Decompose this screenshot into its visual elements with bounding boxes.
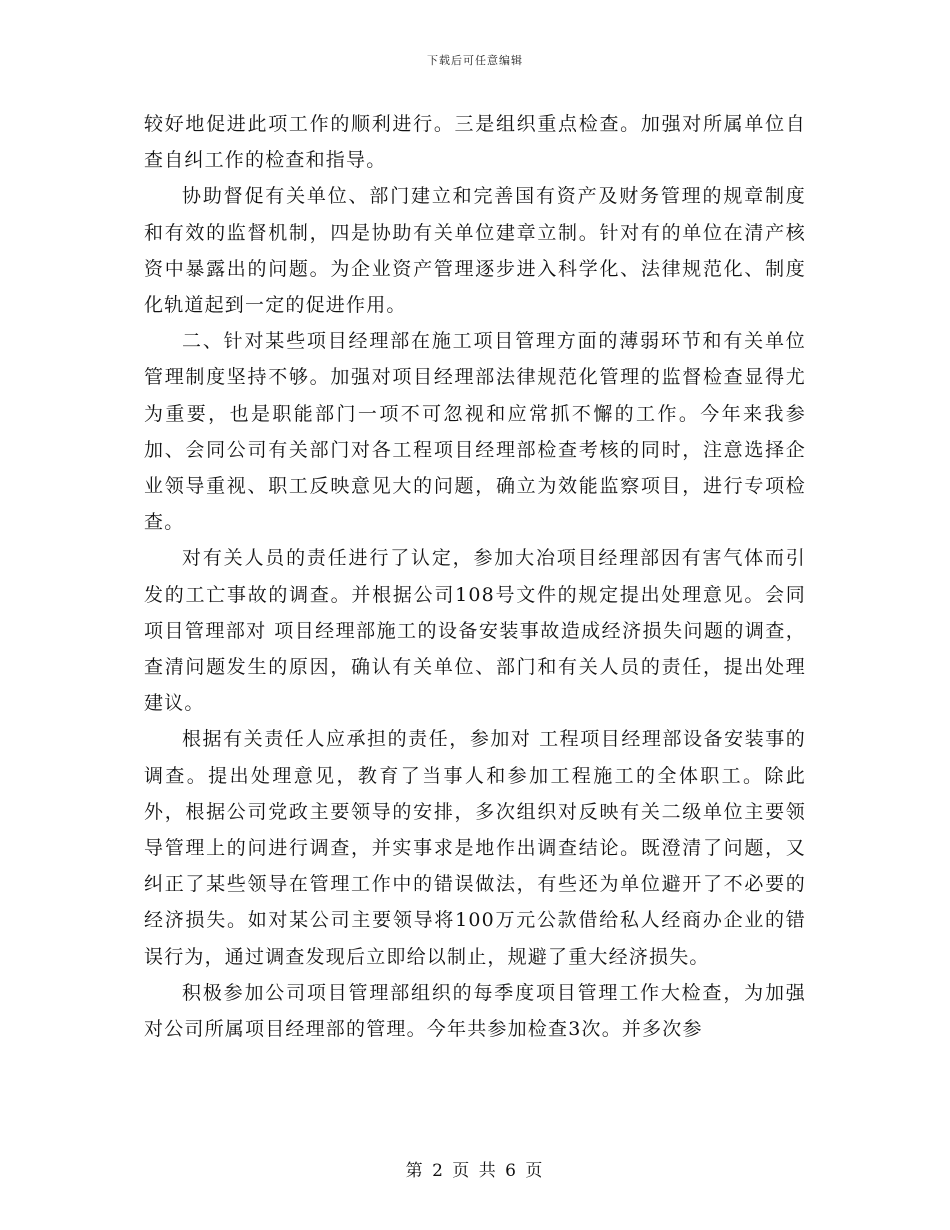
paragraph-continued: 较好地促进此项工作的顺利进行。三是组织重点检查。加强对所属单位自查自纠工作的检查和指导。: [144, 113, 806, 172]
paragraph: 对有关人员的责任进行了认定，参加大冶项目经理部因有害气体而引发的工亡事故的调查。并根据公司108号文件的规定提出处理意见。会同项目管理部对 项目经理部施工的设备安装事故造成经济损失问题的调查，查清问题发生的原因，确认有关单位、部门和有关人员的责任，提出处理建议。: [144, 547, 806, 715]
page-header: 下载后可任意编辑: [427, 54, 523, 67]
page-footer: 第 2 页 共 6 页: [405, 1161, 545, 1181]
document-body: [144, 106, 806, 1047]
paragraph: 根据有关责任人应承担的责任，参加对 工程项目经理部设备安装事的调查。提出处理意见，教育了当事人和参加工程施工的全体职工。除此外，根据公司党政主要领导的安排，多次组织对反映有关二级单位主要领导管理上的问进行调查，并实事求是地作出调查结论。既澄清了问题，又纠正了某些领导在管理工作中的错误做法，有些还为单位避开了不必要的经济损失。如对某公司主要领导将100万元公款借给私人经商办企业的错误行为，通过调查发现后立即给以制止，规避了重大经济损失。: [144, 728, 806, 968]
paragraph: 协助督促有关单位、部门建立和完善国有资产及财务管理的规章制度和有效的监督机制，四是协助有关单位建章立制。针对有的单位在清产核资中暴露出的问题。为企业资产管理逐步进入科学化、法律规范化、制度化轨道起到一定的促进作用。: [144, 185, 806, 317]
paragraph: 积极参加公司项目管理部组织的每季度项目管理工作大检查，为加强对公司所属项目经理部的管理。今年共参加检查3次。并多次参: [144, 981, 806, 1041]
paragraph: 二、针对某些项目经理部在施工项目管理方面的薄弱环节和有关单位管理制度坚持不够。加强对项目经理部法律规范化管理的监督检查显得尤为重要，也是职能部门一项不可忽视和应常抓不懈的工作。今年来我参加、会同公司有关部门对各工程项目经理部检查考核的同时，注意选择企业领导重视、职工反映意见大的问题，确立为效能监察项目，进行专项检查。: [144, 330, 806, 534]
